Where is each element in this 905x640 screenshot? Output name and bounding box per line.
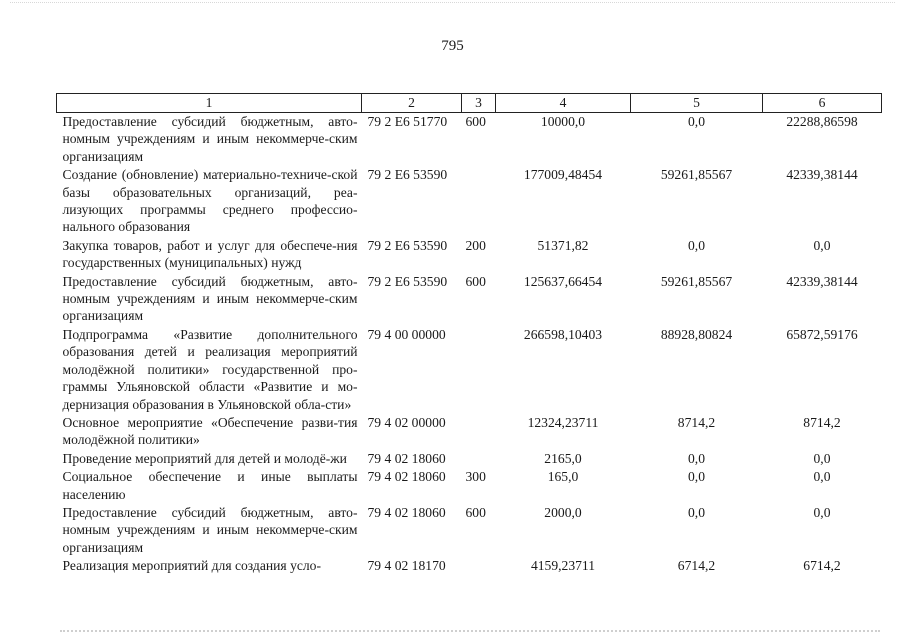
row-amount-3: 0,0 [813,504,831,520]
row-amount-2: 0,0 [688,469,705,485]
row-amount-3: 22288,86598 [786,114,858,129]
row-amount-2: 6714,2 [677,558,716,574]
row-expense-type: 200 [465,237,486,253]
scan-edge-bottom [60,630,880,633]
row-amount-3: 65872,59176 [786,326,858,342]
row-code: 79 2 Е6 51770 [367,114,448,129]
row-amount-2: 59261,85567 [660,167,733,183]
row-code: 79 4 02 18060 [367,469,446,485]
column-header-amount-2: 5 [631,94,763,113]
row-amount-1: 12324,23711 [527,414,599,430]
row-name: Проведение мероприятий для детей и молодё-жи [62,450,347,466]
row-amount-1: 2165,0 [544,450,582,466]
row-name: Реализация мероприятий для создания усло- [62,558,322,574]
row-name: Создание (обновление) материально-техниче-ской базы образовательных организаций, реа-лизующих программы среднего профессио-нального образования [62,167,358,235]
row-amount-3: 6714,2 [803,558,841,574]
row-amount-3: 8714,2 [803,414,841,430]
row-expense-type [462,166,496,237]
budget-table [56,93,882,576]
page-number: 795 [441,38,464,54]
row-name: Предоставление субсидий бюджетным, авто-номным учреждениям и иным некоммерче-ским организациям [62,504,358,555]
row-amount-3: 0,0 [813,469,831,485]
table-row [57,166,882,237]
row-amount-3: 42339,38144 [786,273,858,289]
row-expense-type: 600 [465,273,486,289]
row-amount-1: 165,0 [547,469,579,485]
table-row [57,504,882,557]
row-code: 79 4 02 00000 [367,414,446,430]
row-amount-3: 0,0 [813,237,831,253]
row-name: Основное мероприятие «Обеспечение разви-тия молодёжной политики» [62,414,358,448]
row-amount-1: 4159,23711 [530,558,596,574]
row-expense-type [462,414,496,450]
column-header-type: 3 [462,94,496,113]
row-amount-3: 42339,38144 [786,167,858,183]
row-code: 79 4 02 18060 [367,450,446,466]
row-name: Предоставление субсидий бюджетным, авто-номным учреждениям и иным некоммерче-ским организациям [62,273,358,324]
header-row [57,94,882,113]
row-amount-1: 266598,10403 [523,326,603,342]
row-code: 79 4 02 18170 [367,558,446,574]
row-amount-1: 177009,48454 [523,167,603,183]
row-amount-2: 88928,80824 [660,326,733,342]
row-code: 79 4 00 00000 [367,326,446,342]
row-expense-type [462,326,496,414]
row-amount-1: 10000,0 [540,114,586,129]
column-header-amount-1: 4 [496,94,631,113]
row-expense-type: 600 [465,114,486,129]
table-row [57,237,882,273]
row-code: 79 2 Е6 53590 [367,167,448,183]
row-amount-3: 0,0 [813,450,831,466]
scan-edge-top [10,2,895,4]
row-code: 79 2 Е6 53590 [367,273,448,289]
table-row [57,273,882,326]
row-amount-1: 51371,82 [537,237,589,253]
table-row [57,557,882,575]
row-amount-2: 59261,85567 [660,273,733,289]
column-header-code: 2 [362,94,462,113]
row-amount-2: 0,0 [688,114,705,129]
row-amount-2: 0,0 [688,237,705,253]
row-name: Подпрограмма «Развитие дополнительного образования детей и реализация мероприятий молодёжной политики» государственной про-граммы Ульяновской области «Развитие и мо-дернизация образования в Ульяновской обла-сти» [62,326,358,412]
row-code: 79 4 02 18060 [367,504,446,520]
table-row [57,414,882,450]
column-header-name: 1 [57,94,362,113]
column-header-amount-3: 6 [763,94,882,113]
row-name: Предоставление субсидий бюджетным, авто-номным учреждениям и иным некоммерче-ским организациям [62,114,358,164]
row-amount-1: 125637,66454 [523,273,603,289]
table-row [57,450,882,468]
row-amount-2: 0,0 [688,450,705,466]
row-expense-type [462,557,496,575]
table-row [57,468,882,504]
row-expense-type [462,450,496,468]
row-expense-type: 300 [465,469,486,485]
table-row [57,113,882,167]
row-expense-type: 600 [465,504,486,520]
row-amount-1: 2000,0 [544,504,582,520]
row-amount-2: 8714,2 [677,414,716,430]
row-amount-2: 0,0 [688,504,705,520]
row-code: 79 2 Е6 53590 [367,237,448,253]
row-name: Закупка товаров, работ и услуг для обеспече-ния государственных (муниципальных) нужд [62,237,358,271]
table-row [57,326,882,414]
row-name: Социальное обеспечение и иные выплаты населению [62,469,358,502]
